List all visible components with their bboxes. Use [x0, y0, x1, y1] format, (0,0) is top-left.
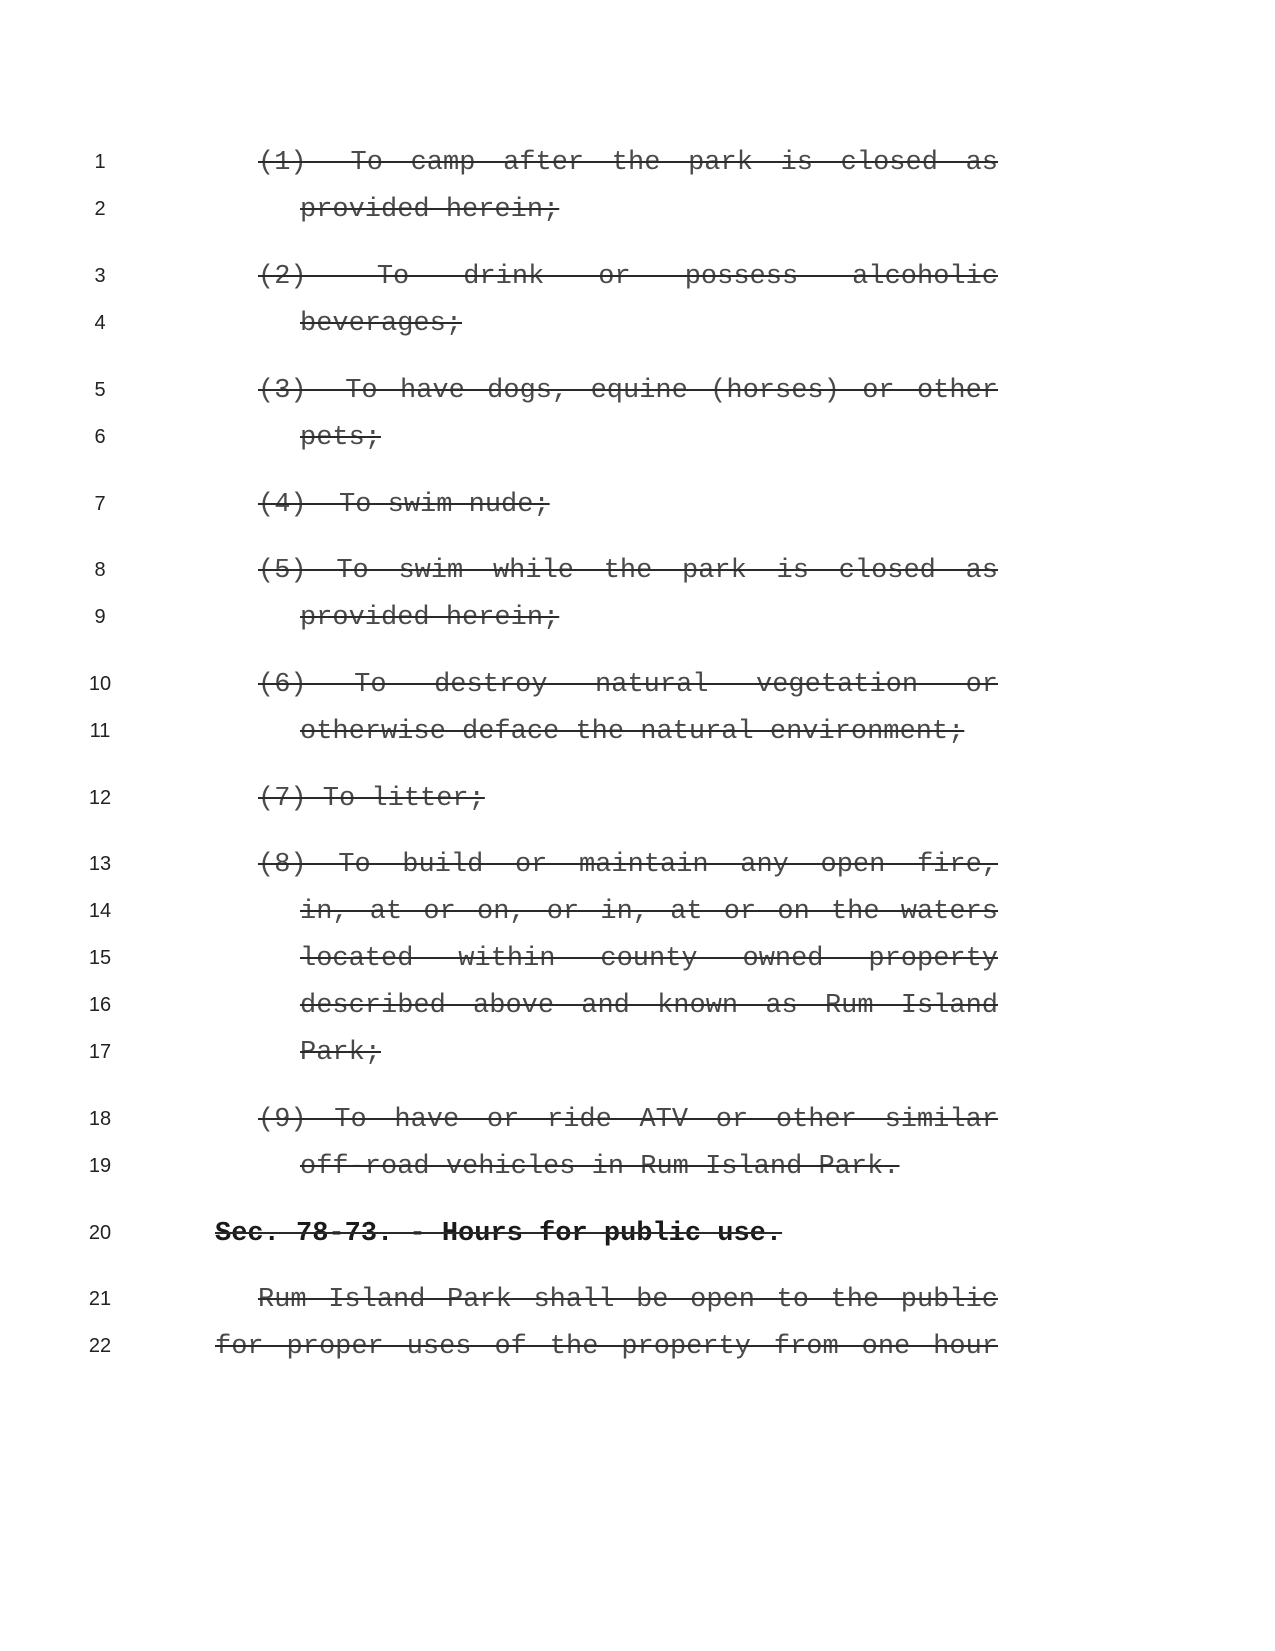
text-line: pets; [300, 423, 382, 453]
text-line: in, at or on, or in, at or on the waters [300, 897, 998, 927]
line-number: 14 [88, 900, 112, 922]
section-heading: Sec. 78-73. - Hours for public use. [215, 1219, 783, 1249]
line-number: 21 [88, 1288, 112, 1310]
line-number: 22 [88, 1335, 112, 1357]
text-line: for proper uses of the property from one hour [215, 1332, 998, 1362]
text-line: off-road vehicles in Rum Island Park. [300, 1152, 900, 1182]
text-line: otherwise deface the natural environment; [300, 717, 965, 747]
text-line: (8) To build or maintain any open fire, [258, 850, 998, 880]
text-line: Park; [300, 1038, 382, 1068]
text-line: (2) —To drink or possess alcoholic [258, 262, 998, 292]
text-line: provided herein; [300, 195, 560, 225]
text-line: located within county owned property [300, 944, 998, 974]
line-number: 3 [94, 265, 106, 287]
line-number: 11 [89, 720, 111, 742]
line-number: 20 [88, 1222, 112, 1244]
line-number: 5 [94, 379, 106, 401]
text-line: (5) To swim while the park is closed as [258, 556, 998, 586]
text-line: (9) To have or ride ATV or other similar [258, 1105, 998, 1135]
line-number: 2 [94, 198, 106, 220]
text-line: (4) —To swim nude; [258, 490, 550, 520]
line-number: 1 [94, 151, 106, 173]
line-number: 8 [94, 559, 106, 581]
line-number: 13 [88, 853, 112, 875]
text-line: provided herein; [300, 603, 560, 633]
line-number: 9 [94, 606, 106, 628]
line-number: 6 [94, 426, 106, 448]
line-number: 19 [88, 1155, 112, 1177]
text-line: (1) —To camp after the park is closed as [258, 148, 998, 178]
line-number: 10 [88, 673, 112, 695]
text-line: described above and known as Rum Island [300, 991, 998, 1021]
text-line: Rum Island Park shall be open to the public [258, 1285, 998, 1315]
line-number: 18 [88, 1108, 112, 1130]
line-number: 15 [88, 947, 112, 969]
text-line: beverages; [300, 309, 463, 339]
line-number: 17 [88, 1041, 112, 1063]
line-number: 12 [88, 787, 112, 809]
line-number: 7 [94, 493, 106, 515]
line-number: 4 [94, 312, 106, 334]
line-number: 16 [88, 994, 112, 1016]
text-line: (3) —To have dogs, equine (horses) or other [258, 376, 998, 406]
text-line: (7) To litter; [258, 784, 485, 814]
text-line: (6) To destroy natural vegetation or [258, 670, 998, 700]
